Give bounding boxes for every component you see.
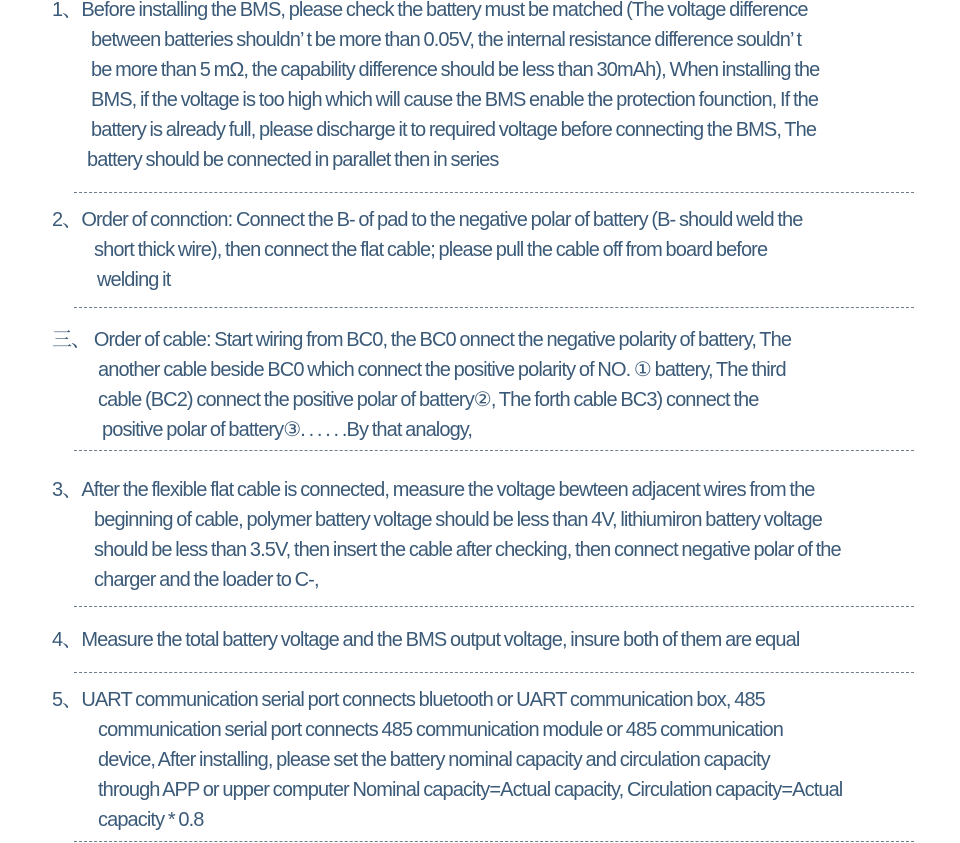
instruction-line: charger and the loader to C-,	[94, 569, 319, 591]
instruction-line: positive polar of battery③. . . . . .By that analogy,	[102, 419, 473, 441]
instruction-line: be more than 5 mΩ, the capability difference should be less than 30mAh), When installing the	[91, 59, 820, 81]
dashed-divider	[74, 307, 914, 308]
instruction-line: battery should be connected in parallet then in series	[87, 149, 499, 171]
dashed-divider	[74, 450, 914, 451]
instruction-line: 5、UART communication serial port connects bluetooth or UART communication box, 485	[52, 689, 765, 711]
instruction-line: capacity * 0.8	[98, 809, 204, 831]
instruction-line: 2、Order of connction: Connect the B- of pad to the negative polar of battery (B- should weld the	[52, 209, 803, 231]
instruction-line: short thick wire), then connect the flat cable; please pull the cable off from board before	[94, 239, 768, 261]
dashed-divider	[74, 672, 914, 673]
instruction-line: 1、Before installing the BMS, please check the battery must be matched (The voltage difference	[52, 0, 808, 21]
instruction-line: should be less than 3.5V, then insert the cable after checking, then connect negative polar of the	[94, 539, 841, 561]
instruction-line: beginning of cable, polymer battery voltage should be less than 4V, lithiumiron battery voltage	[94, 509, 822, 531]
dashed-divider	[74, 841, 914, 842]
dashed-divider	[74, 606, 914, 607]
instruction-line: 三、 Order of cable: Start wiring from BC0, the BC0 onnect the negative polarity of battery, The	[52, 329, 792, 351]
instruction-line: cable (BC2) connect the positive polar of battery②, The forth cable BC3) connect the	[98, 389, 759, 411]
instruction-line: 3、After the flexible flat cable is connected, measure the voltage bewteen adjacent wires from the	[52, 479, 815, 501]
instruction-line: another cable beside BC0 which connect the positive polarity of NO. ① battery, The third	[98, 359, 786, 381]
instruction-line: BMS, if the voltage is too high which will cause the BMS enable the protection founction, If the	[91, 89, 819, 111]
instruction-line: between batteries shouldn’ t be more than 0.05V, the internal resistance difference souldn’ t	[91, 29, 802, 51]
dashed-divider	[74, 192, 914, 193]
instruction-line: 4、Measure the total battery voltage and the BMS output voltage, insure both of them are equal	[52, 629, 800, 651]
instruction-line: through APP or upper computer Nominal capacity=Actual capacity, Circulation capacity=Actual	[98, 779, 843, 801]
instruction-line: welding it	[97, 269, 171, 291]
instruction-line: battery is already full, please discharge it to required voltage before connecting the BMS, The	[91, 119, 817, 141]
instruction-line: communication serial port connects 485 communication module or 485 communication	[98, 719, 783, 741]
instruction-line: device, After installing, please set the battery nominal capacity and circulation capacity	[98, 749, 770, 771]
